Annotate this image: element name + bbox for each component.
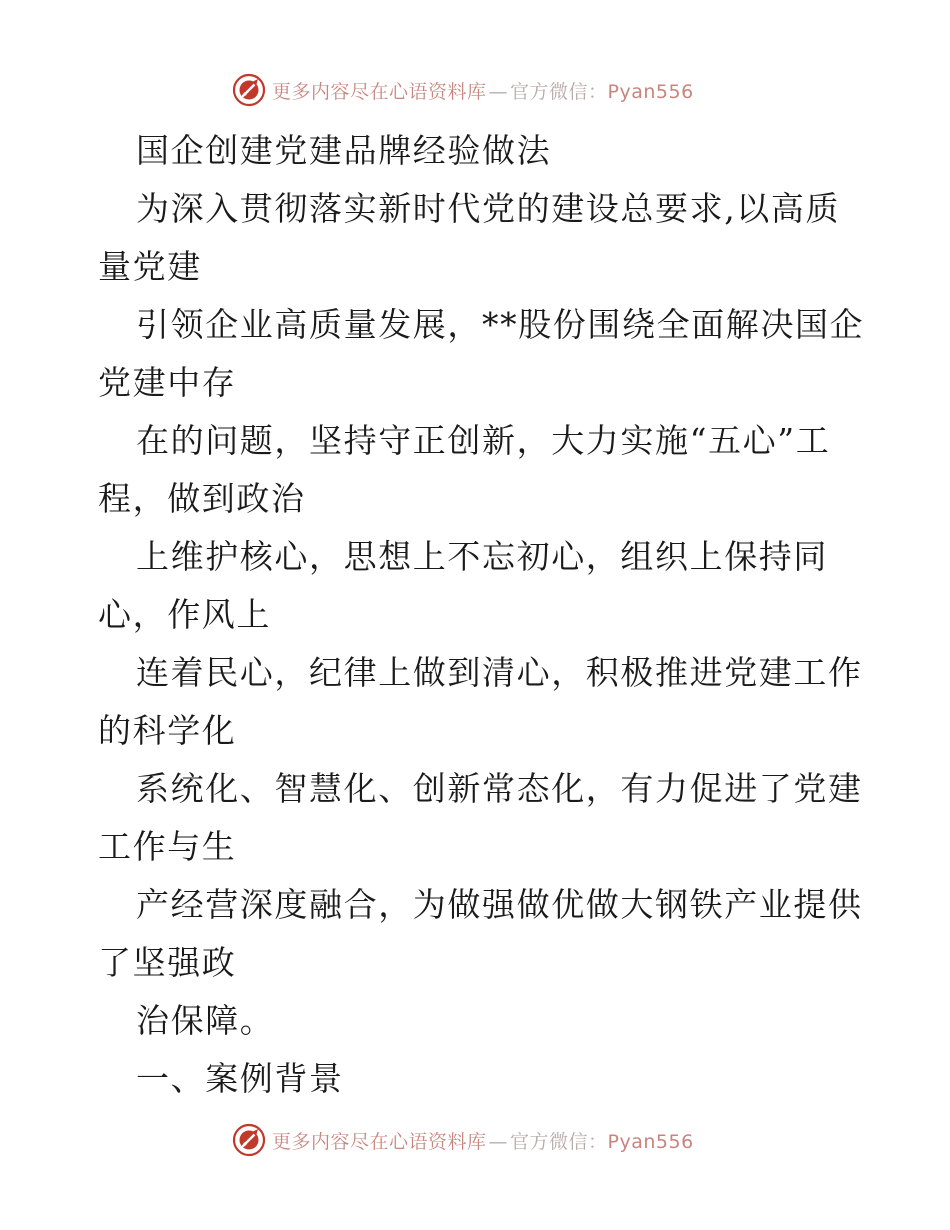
- text-line: 为深入贯彻落实新时代党的建设总要求,以高质: [136, 189, 841, 228]
- text-line: 一、案例背景: [136, 1059, 344, 1098]
- watermark-official-label: 官方微信：: [510, 80, 608, 103]
- text-line: 程，做到政治: [98, 479, 306, 518]
- watermark-brand: 更多内容尽在心语资料库: [272, 1130, 487, 1153]
- text-line: 系统化、智慧化、创新常态化，有力促进了党建: [136, 769, 863, 808]
- text-line: 的科学化: [98, 711, 237, 750]
- text-line: 在的问题，坚持守正创新，大力实施“五心”工: [136, 421, 831, 460]
- text-line: 引领企业高质量发展，**股份围绕全面解决国企: [136, 305, 865, 344]
- watermark-brand: 更多内容尽在心语资料库: [272, 80, 487, 103]
- text-line: 了坚强政: [98, 943, 237, 982]
- text-line: 量党建: [98, 247, 202, 286]
- watermark-dash: —: [488, 80, 509, 103]
- brand-logo-icon: [232, 1123, 266, 1157]
- text-line: 上维护核心，思想上不忘初心，组织上保持同: [136, 537, 828, 576]
- header-watermark: [232, 72, 712, 108]
- document-title: 国企创建党建品牌经验做法: [136, 131, 552, 170]
- footer-watermark: [232, 1122, 712, 1158]
- brand-logo-icon: [232, 73, 266, 107]
- text-line: 产经营深度融合，为做强做优做大钢铁产业提供: [136, 885, 863, 924]
- watermark-dash: —: [488, 1130, 509, 1153]
- text-line: 党建中存: [98, 363, 237, 402]
- text-line: 工作与生: [98, 827, 237, 866]
- watermark-text: [272, 77, 694, 104]
- text-line: 心，作风上: [98, 595, 271, 634]
- watermark-text: [272, 1127, 694, 1154]
- text-line: 连着民心，纪律上做到清心，积极推进党建工作: [136, 653, 863, 692]
- text-line: 治保障。: [136, 1001, 275, 1040]
- watermark-official-label: 官方微信：: [510, 1130, 608, 1153]
- watermark-wechat-id: Pyan556: [607, 1130, 694, 1153]
- watermark-wechat-id: Pyan556: [607, 80, 694, 103]
- document-body: [98, 122, 865, 1108]
